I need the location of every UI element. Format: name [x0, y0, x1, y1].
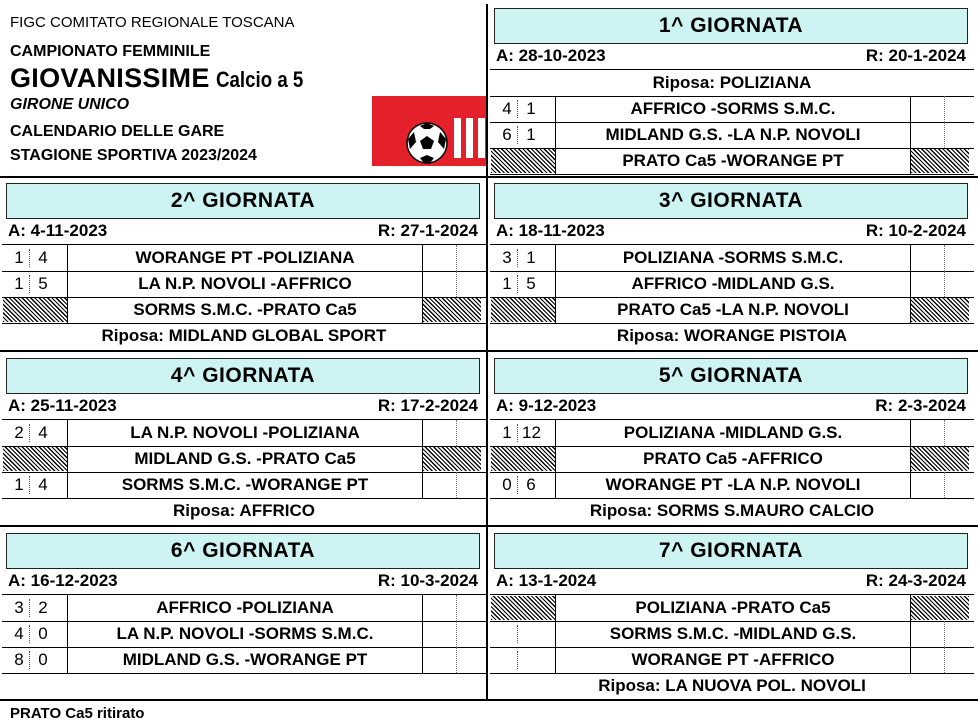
score-separator [517, 100, 518, 118]
match-teams: WORANGE PT -POLIZIANA [135, 248, 355, 267]
score-separator [29, 476, 30, 494]
score-separator [517, 249, 518, 267]
match-row [2, 420, 486, 447]
row-divider [0, 176, 978, 178]
return-leg-date: R: 24-3-2024 [865, 571, 966, 590]
away-score: 1 [526, 125, 536, 144]
hatched-cell [423, 447, 481, 471]
score-separator [517, 476, 518, 494]
match-teams: WORANGE PT -AFFRICO [631, 650, 835, 669]
match-row [490, 420, 974, 447]
document-title: CALENDARIO DELLE GARE [10, 123, 225, 140]
rest-team: Riposa: POLIZIANA [490, 70, 974, 97]
home-score: 1 [502, 274, 512, 293]
rest-team: Riposa: SORMS S.MAURO CALCIO [589, 501, 875, 520]
round-dates [2, 569, 486, 595]
match-row [490, 621, 974, 648]
match-teams: PRATO Ca5 -WORANGE PT [622, 151, 844, 170]
return-leg-date: R: 10-2-2024 [865, 221, 966, 240]
first-leg-date: A: 16-12-2023 [8, 571, 118, 590]
away-score: 5 [38, 274, 48, 293]
match-row [490, 446, 974, 473]
match-teams: POLIZIANA -MIDLAND G.S. [623, 423, 843, 442]
away-score: 0 [38, 624, 48, 643]
return-leg-date: R: 2-3-2024 [875, 396, 966, 415]
round-title: 2^ GIORNATA [6, 183, 480, 219]
hatched-cell [911, 298, 969, 322]
first-leg-date: A: 28-10-2023 [496, 46, 606, 65]
away-score: 4 [38, 475, 48, 494]
match-row [2, 271, 486, 298]
championship-name: CAMPIONATO FEMMINILE [10, 43, 211, 60]
first-leg-date: A: 25-11-2023 [8, 396, 117, 415]
footnote: PRATO Ca5 ritirato [10, 705, 145, 722]
match-teams: LA N.P. NOVOLI -AFFRICO [138, 274, 352, 293]
score-separator [517, 275, 518, 293]
hatched-cell [423, 298, 481, 322]
match-teams: LA N.P. NOVOLI -POLIZIANA [130, 423, 360, 442]
home-score: 1 [14, 274, 24, 293]
match-teams: MIDLAND G.S. -PRATO Ca5 [134, 449, 356, 468]
match-row [2, 297, 486, 324]
match-row [2, 245, 486, 272]
hatched-cell [491, 596, 555, 620]
score-separator [29, 599, 30, 617]
match-row [2, 621, 486, 648]
match-teams: AFFRICO -POLIZIANA [156, 598, 334, 617]
round-block [2, 354, 486, 524]
match-row [490, 96, 974, 123]
away-score: 1 [526, 99, 536, 118]
match-teams: SORMS S.M.C. -PRATO Ca5 [133, 300, 357, 319]
match-teams: WORANGE PT -LA N.P. NOVOLI [605, 475, 861, 494]
away-score: 0 [38, 650, 48, 669]
match-row [490, 245, 974, 272]
return-leg-date: R: 10-3-2024 [377, 571, 478, 590]
away-score: 4 [38, 248, 48, 267]
home-score: 3 [14, 598, 24, 617]
first-leg-date: A: 13-1-2024 [496, 571, 597, 590]
hatched-cell [911, 596, 969, 620]
match-row [490, 647, 974, 674]
away-score: 2 [38, 598, 48, 617]
return-leg-date: R: 27-1-2024 [377, 221, 478, 240]
match-teams: MIDLAND G.S. -WORANGE PT [122, 650, 368, 669]
row-divider [0, 699, 978, 701]
score-separator [29, 275, 30, 293]
match-row [490, 122, 974, 149]
rest-team: Riposa: WORANGE PISTOIA [616, 326, 848, 345]
match-row [2, 647, 486, 674]
away-score: 6 [526, 475, 536, 494]
season-label: STAGIONE SPORTIVA 2023/2024 [10, 147, 257, 164]
round-dates [490, 569, 974, 595]
rest-team: Riposa: AFFRICO [173, 501, 315, 520]
rest-team: Riposa: LA NUOVA POL. NOVOLI [598, 676, 866, 695]
away-score: 12 [522, 423, 541, 442]
round-title: 3^ GIORNATA [494, 183, 968, 219]
score-separator [517, 424, 518, 442]
home-score: 0 [502, 475, 512, 494]
score-separator [29, 625, 30, 643]
discipline-name: Calcio a 5 [215, 67, 303, 92]
match-teams: MIDLAND G.S. -LA N.P. NOVOLI [605, 125, 861, 144]
match-teams: AFFRICO -MIDLAND G.S. [631, 274, 835, 293]
match-teams: SORMS S.M.C. -MIDLAND G.S. [609, 624, 857, 643]
home-score: 8 [14, 650, 24, 669]
round-block [2, 529, 486, 699]
group-name: GIRONE UNICO [10, 96, 130, 113]
match-row [2, 472, 486, 499]
return-leg-date: R: 17-2-2024 [377, 396, 478, 415]
match-row [490, 297, 974, 324]
round-dates [490, 44, 974, 70]
match-teams: SORMS S.M.C. -WORANGE PT [121, 475, 369, 494]
match-row [2, 446, 486, 473]
round-block [490, 179, 974, 349]
hatched-cell [491, 149, 555, 173]
round-block [490, 354, 974, 524]
match-row [490, 472, 974, 499]
round-title: 7^ GIORNATA [494, 533, 968, 569]
round-title: 6^ GIORNATA [6, 533, 480, 569]
first-leg-date: A: 18-11-2023 [496, 221, 605, 240]
away-score: 1 [526, 248, 536, 267]
hatched-cell [491, 298, 555, 322]
score-separator [517, 625, 518, 643]
score-separator [29, 249, 30, 267]
home-score: 3 [502, 248, 512, 267]
round-block [490, 529, 974, 699]
score-separator [29, 651, 30, 669]
home-score: 1 [14, 248, 24, 267]
match-row [490, 271, 974, 298]
home-score: 4 [14, 624, 24, 643]
category-name: GIOVANISSIME [10, 63, 210, 93]
match-teams: AFFRICO -SORMS S.M.C. [630, 99, 836, 118]
federation-name: FIGC COMITATO REGIONALE TOSCANA [10, 14, 295, 31]
round-dates [2, 219, 486, 245]
round-title: 5^ GIORNATA [494, 358, 968, 394]
match-teams: POLIZIANA -PRATO Ca5 [635, 598, 831, 617]
home-score: 4 [502, 99, 512, 118]
round-block [490, 4, 974, 174]
score-separator [517, 651, 518, 669]
return-leg-date: R: 20-1-2024 [865, 46, 966, 65]
row-divider [0, 525, 978, 527]
hatched-cell [911, 149, 969, 173]
match-row [490, 595, 974, 622]
home-score: 1 [502, 423, 512, 442]
home-score: 2 [14, 423, 24, 442]
away-score: 5 [526, 274, 536, 293]
rest-team: Riposa: MIDLAND GLOBAL SPORT [101, 326, 387, 345]
round-block [2, 179, 486, 349]
home-score: 1 [14, 475, 24, 494]
hatched-cell [3, 298, 67, 322]
calcio-a5-logo [372, 96, 486, 166]
rest-team [2, 673, 486, 699]
first-leg-date: A: 9-12-2023 [496, 396, 597, 415]
category-line [10, 63, 318, 94]
round-dates [490, 219, 974, 245]
hatched-cell [3, 447, 67, 471]
score-separator [29, 424, 30, 442]
match-teams: LA N.P. NOVOLI -SORMS S.M.C. [116, 624, 374, 643]
match-row [2, 595, 486, 622]
row-divider [0, 350, 978, 352]
score-separator [517, 126, 518, 144]
round-dates [2, 394, 486, 420]
match-row [490, 148, 974, 175]
match-teams: PRATO Ca5 -LA N.P. NOVOLI [617, 300, 849, 319]
match-teams: PRATO Ca5 -AFFRICO [643, 449, 823, 468]
hatched-cell [491, 447, 555, 471]
first-leg-date: A: 4-11-2023 [8, 221, 108, 240]
away-score: 4 [38, 423, 48, 442]
round-dates [490, 394, 974, 420]
match-teams: POLIZIANA -SORMS S.M.C. [622, 248, 844, 267]
hatched-cell [911, 447, 969, 471]
round-title: 1^ GIORNATA [494, 8, 968, 44]
home-score: 6 [502, 125, 512, 144]
round-title: 4^ GIORNATA [6, 358, 480, 394]
